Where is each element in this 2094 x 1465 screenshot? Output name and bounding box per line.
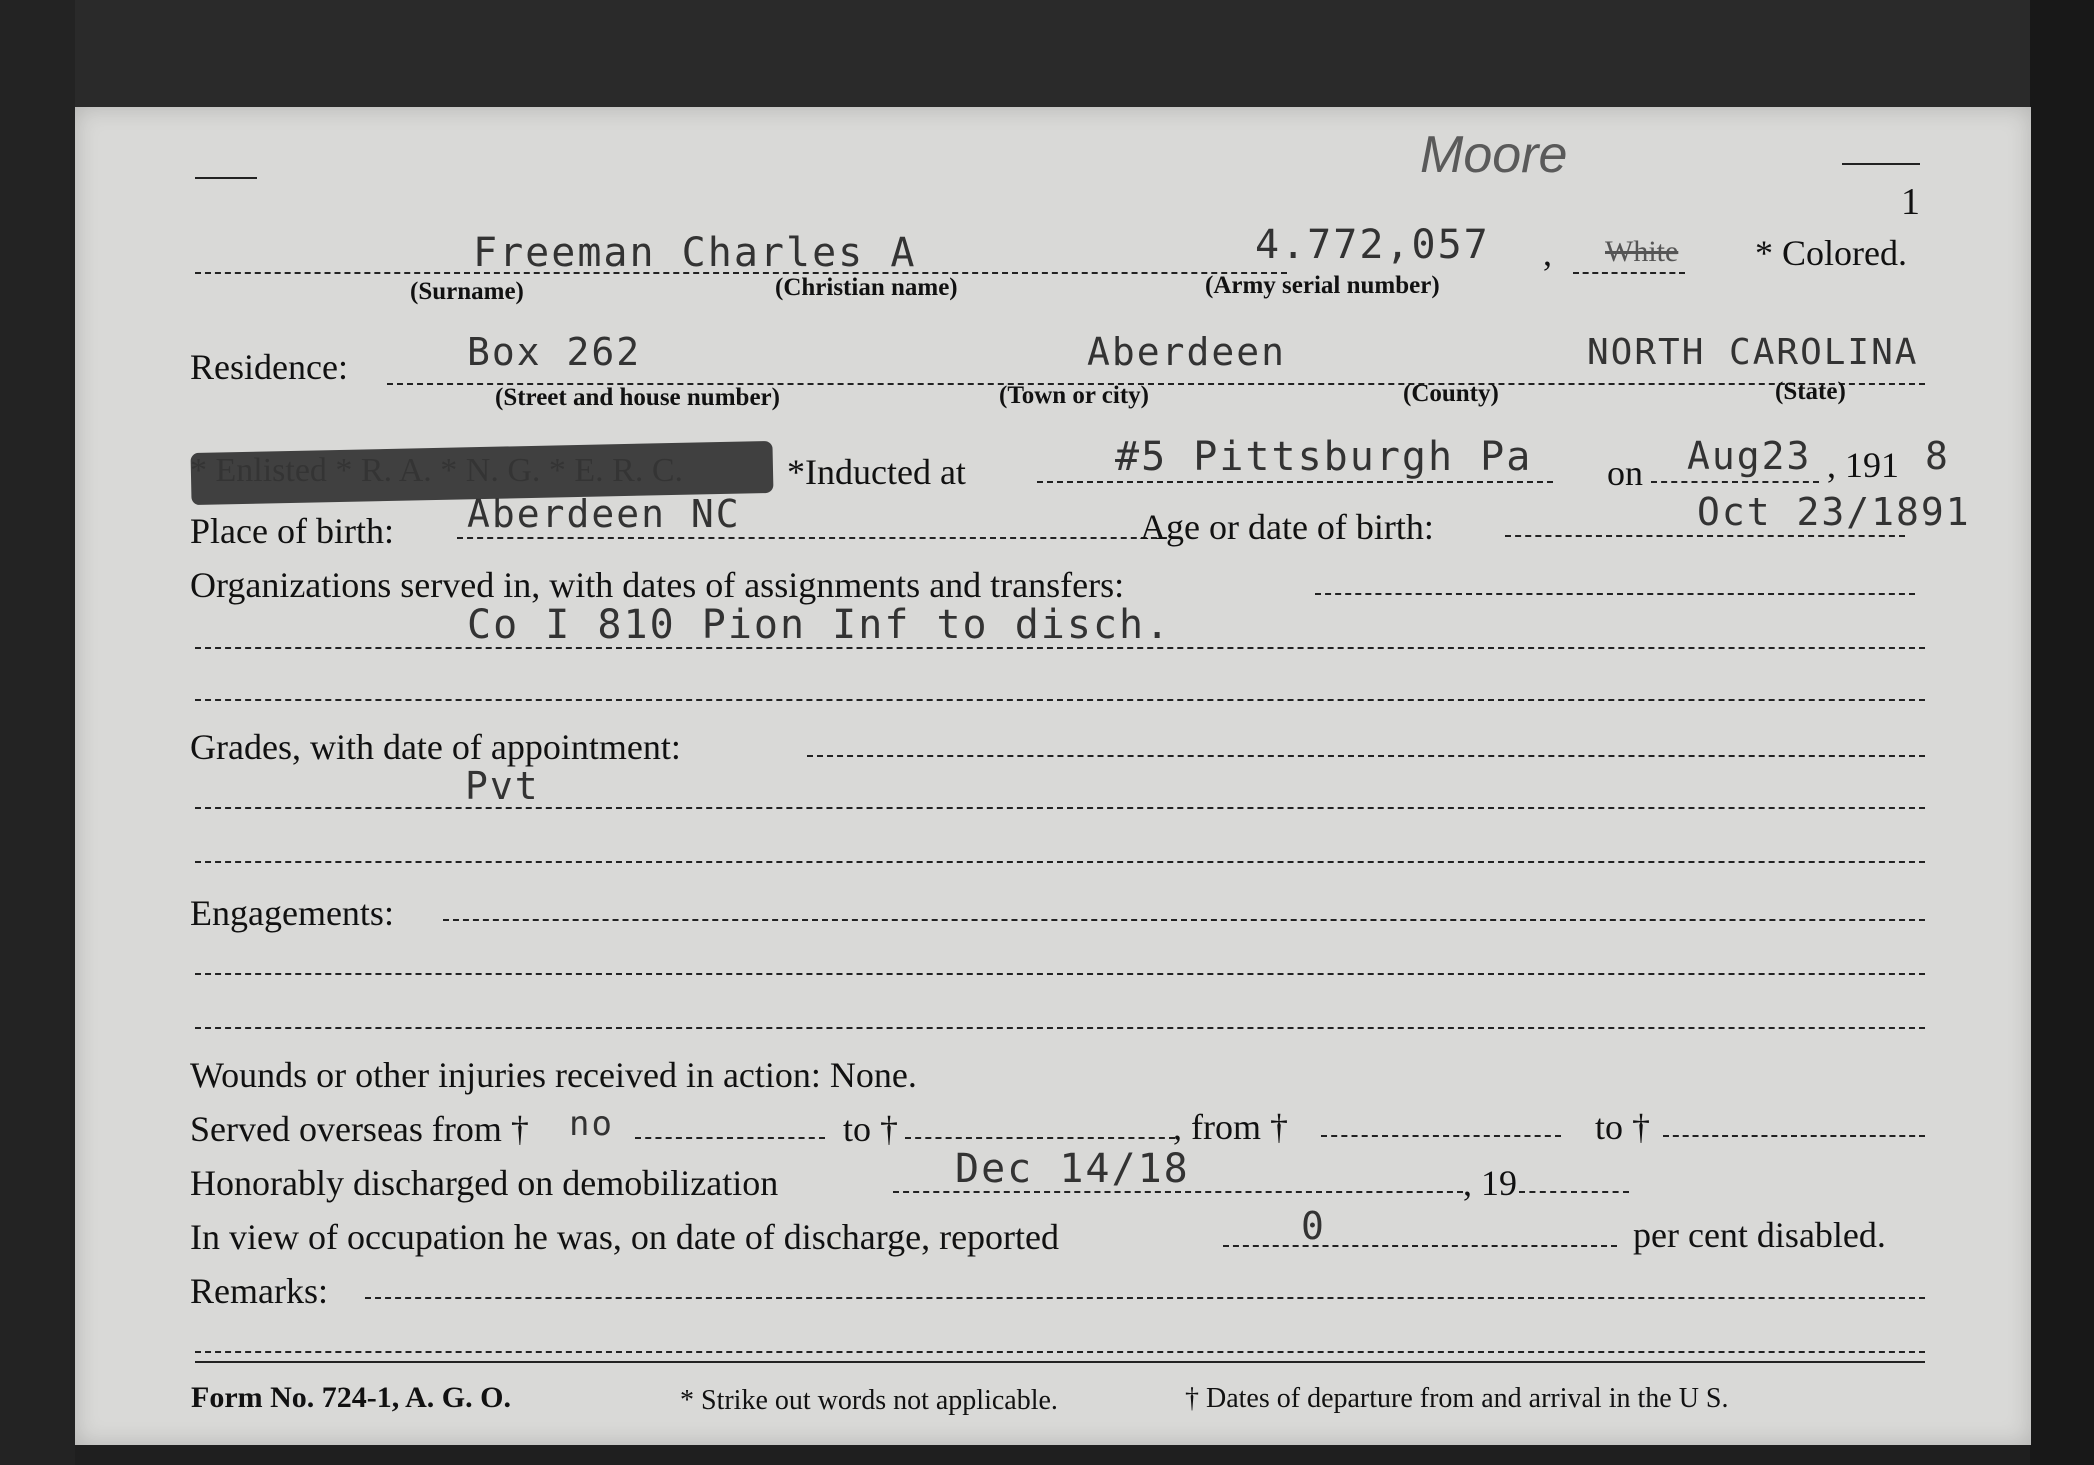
overseas-from2-line [1321, 1135, 1561, 1137]
grades-label: Grades, with date of appointment: [190, 727, 681, 767]
card-number: 1 [1901, 181, 1920, 223]
grades-line-1 [807, 755, 1925, 757]
inducted-label: *Inducted at [787, 452, 966, 492]
caption-town: (Town or city) [999, 382, 1149, 409]
caption-army-serial: (Army serial number) [1205, 272, 1440, 299]
grades-line-2 [195, 807, 1925, 809]
year-191: , 191 [1827, 445, 1899, 485]
top-left-rule [195, 177, 257, 179]
grade-entry: Pvt [465, 764, 540, 808]
caption-surname: (Surname) [410, 278, 524, 305]
caption-county: (County) [1403, 380, 1499, 407]
occupation-label: In view of occupation he was, on date of discharge, reported [190, 1217, 1060, 1257]
inducted-place: #5 Pittsburgh Pa [1115, 434, 1533, 480]
place-of-birth-label: Place of birth: [190, 511, 394, 551]
overseas-from2-label: , from † [1173, 1107, 1288, 1147]
soldier-name: Freeman Charles A [473, 230, 917, 276]
year-19-line [1519, 1191, 1629, 1193]
grades-line-3 [195, 861, 1925, 863]
remarks-label: Remarks: [190, 1271, 328, 1311]
organizations-entry: Co I 810 Pion Inf to disch. [467, 602, 1172, 648]
disability-line [1223, 1245, 1617, 1247]
residence-street: Box 262 [467, 330, 642, 374]
residence-town: Aberdeen [1087, 330, 1287, 374]
honorably-discharged-label: Honorably discharged on demobilization [190, 1163, 779, 1203]
caption-street: (Street and house number) [495, 384, 780, 411]
organizations-label: Organizations served in, with dates of assignments and transfers: [190, 565, 1125, 605]
birth-place: Aberdeen NC [467, 492, 741, 536]
caption-state: (State) [1775, 378, 1846, 405]
induction-year-digit: 8 [1925, 434, 1950, 478]
remarks-line-2 [195, 1351, 1925, 1353]
served-overseas-label: Served overseas from † [190, 1109, 529, 1149]
overseas-to2-line [1663, 1135, 1925, 1137]
overseas-to-label: to † [843, 1109, 899, 1149]
engagements-line-3 [195, 1027, 1925, 1029]
caption-christian-name: (Christian name) [775, 274, 958, 301]
service-record-card [75, 107, 2031, 1445]
engagements-line-1 [443, 919, 1925, 921]
dob-line [1505, 535, 1905, 537]
strike-out-note: * Strike out words not applicable. [680, 1385, 1058, 1416]
overseas-from-line [635, 1137, 825, 1139]
overseas-from-value: no [569, 1104, 614, 1144]
footer-rule [195, 1361, 1925, 1363]
year-19: , 19 [1463, 1163, 1517, 1203]
race-white-struck: White [1605, 235, 1679, 268]
age-or-dob-label: Age or date of birth: [1140, 507, 1434, 547]
on-label: on [1607, 453, 1643, 493]
induction-date-line [1651, 481, 1819, 483]
top-right-rule [1842, 163, 1920, 165]
birth-date: Oct 23/1891 [1697, 490, 1971, 534]
overseas-to-line [905, 1137, 1175, 1139]
form-number: Form No. 724-1, A. G. O. [191, 1381, 511, 1414]
residence-state: NORTH CAROLINA [1587, 332, 1919, 373]
overseas-to2-label: to † [1595, 1107, 1651, 1147]
organizations-line-1 [1315, 593, 1915, 595]
discharge-date: Dec 14/18 [955, 1146, 1190, 1192]
county-annotation: Moore [1420, 126, 1568, 184]
inducted-line [1037, 481, 1553, 483]
organizations-line-3 [195, 699, 1925, 701]
engagements-label: Engagements: [190, 893, 394, 933]
induction-date: Aug23 [1687, 434, 1812, 478]
wounds-statement: Wounds or other injuries received in action: None. [190, 1055, 917, 1095]
background-right [2030, 0, 2094, 1465]
organizations-line-2 [195, 647, 1925, 649]
serial-comma: , [1543, 233, 1552, 273]
race-line [1573, 272, 1685, 274]
residence-label: Residence: [190, 347, 348, 387]
percent-disabled: 0 [1301, 1204, 1326, 1248]
serial-number: 4.772,057 [1255, 222, 1490, 268]
per-cent-label: per cent disabled. [1633, 1215, 1886, 1255]
background-left [0, 0, 75, 1465]
remarks-line-1 [365, 1297, 1925, 1299]
race-colored: * Colored. [1755, 233, 1907, 273]
engagements-line-2 [195, 973, 1925, 975]
background-top [0, 0, 2094, 115]
place-of-birth-line [457, 537, 1177, 539]
dates-note: † Dates of departure from and arrival in the U S. [1185, 1383, 1729, 1414]
